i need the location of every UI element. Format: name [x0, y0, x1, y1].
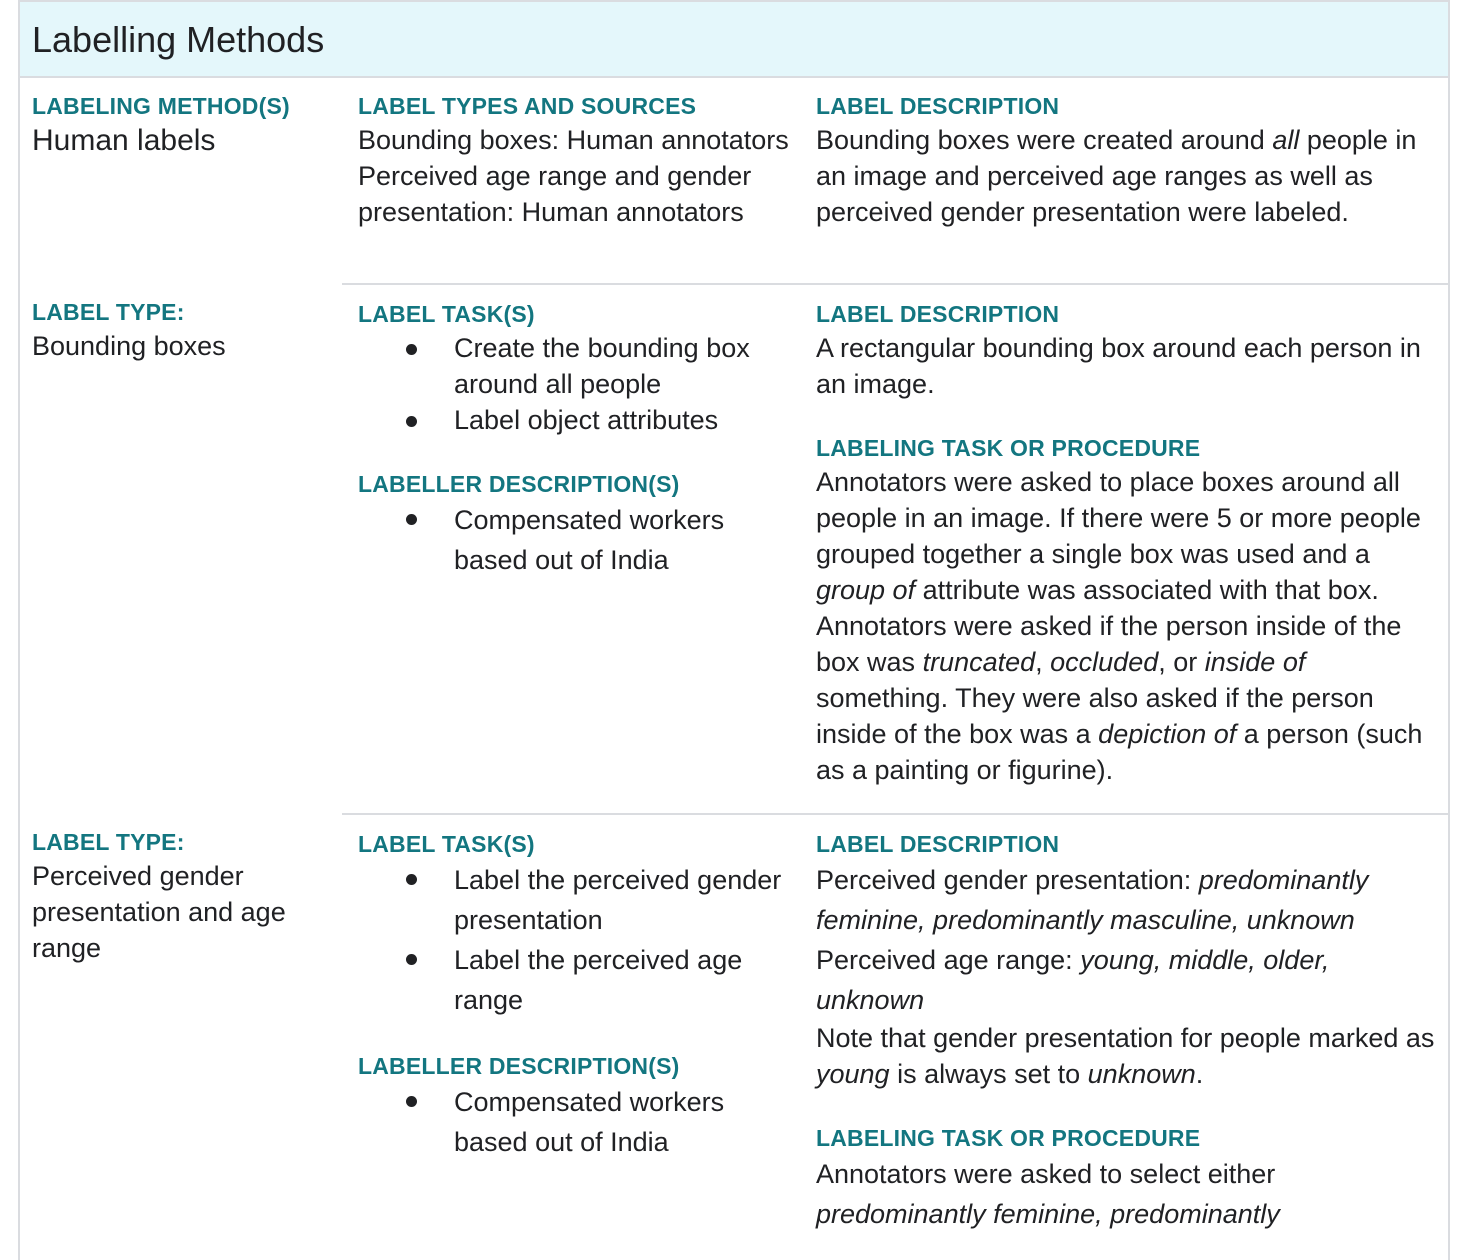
labeling-method-cell [32, 92, 332, 160]
label-description-label: LABEL DESCRIPTION [816, 831, 1060, 857]
note-text: Note that gender presentation for people marked as young is always set to unknown. [816, 1023, 1435, 1089]
label-types-cell [358, 92, 798, 230]
label-type-value: Perceived gender presentation and age range [32, 861, 286, 963]
bullet-icon [406, 514, 417, 525]
labeling-procedure-text: Annotators were asked to place boxes around all people in an image. If there were 5 or more people grouped together a single box was used and a group of attribute was associated with that box. Annotators were asked if the person inside of the box was truncated, occluded, or inside of something. They were also asked if the person inside of the box was a depiction of a person (such as a painting or figurine). [816, 467, 1423, 785]
bullet-icon [406, 1096, 417, 1107]
label-type-label: LABEL TYPE: [32, 299, 185, 325]
label-tasks-label: LABEL TASK(S) [358, 831, 535, 857]
labeling-method-value: Human labels [32, 124, 216, 157]
label-tasks-cell [358, 830, 798, 1162]
label-description-label: LABEL DESCRIPTION [816, 93, 1060, 119]
list-item: Label the perceived gender presentation [358, 860, 798, 940]
label-type-label: LABEL TYPE: [32, 829, 185, 855]
bullet-icon [406, 874, 417, 885]
label-description-cell [816, 92, 1442, 230]
list-item: Label object attributes [358, 402, 798, 438]
section-title: Labelling Methods [32, 19, 325, 60]
label-types-line: Bounding boxes: Human annotators [358, 125, 789, 155]
card-header [20, 2, 1448, 78]
labeling-method-label: LABELING METHOD(S) [32, 93, 290, 119]
labeller-description-label: LABELLER DESCRIPTION(S) [358, 471, 680, 497]
label-types-line: Perceived age range and gender presentation: Human annotators [358, 161, 752, 227]
label-types-label: LABEL TYPES AND SOURCES [358, 93, 697, 119]
row-divider [342, 813, 1448, 815]
bullet-icon [406, 954, 417, 965]
label-tasks-label: LABEL TASK(S) [358, 301, 535, 327]
label-type-cell [32, 298, 332, 364]
label-description-text: Bounding boxes were created around all people in an image and perceived age ranges as well as perceived gender presentation were labeled. [816, 125, 1417, 227]
label-description-cell [816, 300, 1442, 788]
row-divider [342, 283, 1448, 285]
gender-presentation-text: Perceived gender presentation: predominantly feminine, predominantly masculine, unknown [816, 865, 1369, 935]
label-type-value: Bounding boxes [32, 331, 226, 361]
labeller-description-label: LABELLER DESCRIPTION(S) [358, 1053, 680, 1079]
labeling-procedure-label: LABELING TASK OR PROCEDURE [816, 1125, 1201, 1151]
list-item: Compensated workers based out of India [358, 500, 798, 580]
list-item: Label the perceived age range [358, 940, 798, 1020]
label-type-cell [32, 828, 332, 966]
label-description-label: LABEL DESCRIPTION [816, 301, 1060, 327]
bullet-icon [406, 416, 417, 427]
label-description-text: A rectangular bounding box around each person in an image. [816, 333, 1421, 399]
labeling-procedure-label: LABELING TASK OR PROCEDURE [816, 435, 1201, 461]
age-range-text: Perceived age range: young, middle, older, unknown [816, 945, 1330, 1015]
list-item: Create the bounding box around all people [358, 330, 798, 402]
list-item: Compensated workers based out of India [358, 1082, 798, 1162]
label-tasks-cell [358, 300, 798, 580]
labelling-methods-card [18, 0, 1450, 1260]
label-description-cell [816, 830, 1442, 1234]
labeling-procedure-text: Annotators were asked to select either predominantly feminine, predominantly [816, 1159, 1280, 1229]
bullet-icon [406, 344, 417, 355]
